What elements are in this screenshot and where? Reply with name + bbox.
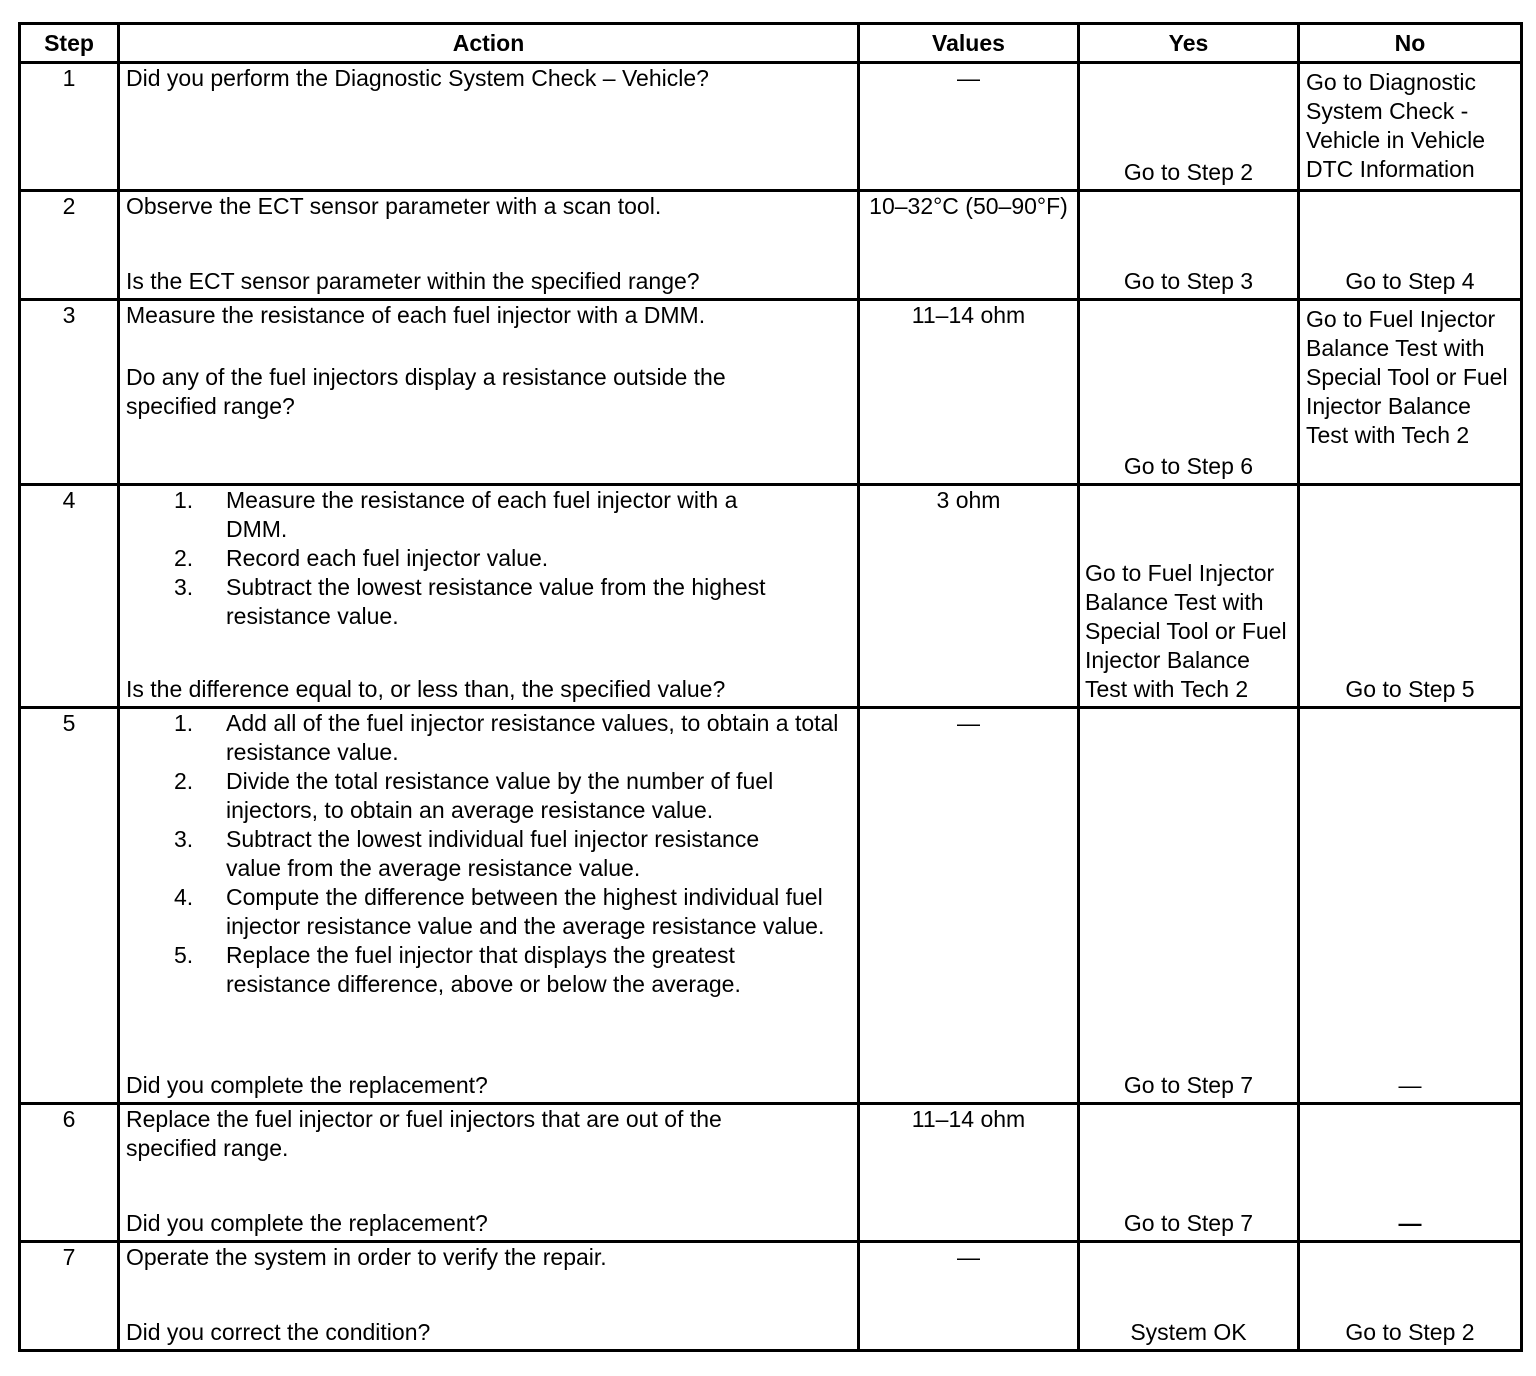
no-text: Go to Step 4 [1345,268,1475,294]
table-row [20,300,1522,485]
action-cell [119,191,859,300]
yes-cell [1079,63,1299,191]
action-steps-list [126,709,851,999]
list-item [126,486,851,544]
action-text: Observe the ECT sensor parameter with a scan tool. [126,193,662,219]
action-question: Did you correct the condition? [126,1319,431,1345]
action-text: Did you perform the Diagnostic System Check – Vehicle? [126,65,709,91]
yes-text: Go to Step 2 [1123,159,1254,185]
action-question: Is the ECT sensor parameter within the specified range? [126,268,700,294]
yes-text: Go to Fuel Injector Balance Test with Special Tool or Fuel Injector Balance Test with Tech 2 [1085,560,1287,702]
values-cell: 10–32°C (50–90°F) [859,191,1079,300]
no-cell [1299,1242,1522,1351]
no-text: Go to Diagnostic System Check - Vehicle in Vehicle DTC Information [1306,69,1486,182]
no-text: Go to Step 5 [1345,676,1475,702]
yes-cell [1079,191,1299,300]
list-item-text: Replace the fuel injector that displays the greatest resistance difference, above or below the average. [226,942,741,997]
list-item-text: Subtract the lowest individual fuel injector resistance value from the average resistance value. [226,826,760,881]
list-item-number: 5. [174,942,194,968]
no-cell [1299,708,1522,1104]
list-item-number: 3. [174,574,194,600]
no-text: — [1398,1210,1422,1236]
table-header-row [20,24,1522,63]
header-step: Step [20,24,119,63]
action-cell [119,1104,859,1242]
action-cell [119,300,859,485]
yes-cell [1079,300,1299,485]
no-text: — [1398,1072,1422,1098]
list-item-number: 2. [174,545,194,571]
step-number: 2 [20,191,119,300]
no-cell [1299,63,1522,191]
list-item-number: 2. [174,768,194,794]
action-question: Did you complete the replacement? [126,1210,488,1236]
table-row [20,191,1522,300]
list-item-number: 3. [174,826,194,852]
action-text: Replace the fuel injector or fuel injectors that are out of the specified range. [126,1106,722,1161]
yes-text: System OK [1130,1319,1247,1345]
action-question: Is the difference equal to, or less than, the specified value? [126,676,726,702]
step-number: 6 [20,1104,119,1242]
yes-text: Go to Step 3 [1123,268,1254,294]
values-cell: 3 ohm [859,485,1079,708]
values-cell: — [859,63,1079,191]
values-cell: 11–14 ohm [859,300,1079,485]
step-number: 5 [20,708,119,1104]
header-action: Action [119,24,859,63]
action-question: Do any of the fuel injectors display a resistance outside the specified range? [126,364,726,419]
step-number: 7 [20,1242,119,1351]
list-item [126,709,851,767]
values-cell: — [859,708,1079,1104]
list-item [126,573,851,631]
diagnostic-table-container [18,22,1523,1352]
no-cell [1299,300,1522,485]
no-cell [1299,1104,1522,1242]
values-cell: — [859,1242,1079,1351]
no-cell [1299,485,1522,708]
header-values: Values [859,24,1079,63]
list-item [126,883,851,941]
yes-cell [1079,1242,1299,1351]
yes-cell [1079,708,1299,1104]
list-item [126,825,851,883]
list-item [126,544,851,573]
list-item [126,767,851,825]
step-number: 4 [20,485,119,708]
no-text: Go to Step 2 [1345,1319,1475,1345]
action-question: Did you complete the replacement? [126,1072,488,1098]
action-cell [119,485,859,708]
list-item-number: 4. [174,884,194,910]
table-row [20,63,1522,191]
table-row [20,708,1522,1104]
yes-text: Go to Step 7 [1123,1072,1254,1098]
list-item-text: Add all of the fuel injector resistance values, to obtain a total resistance value. [226,710,839,765]
yes-text: Go to Step 6 [1123,453,1254,479]
table-row [20,1242,1522,1351]
no-text: Go to Fuel Injector Balance Test with Special Tool or Fuel Injector Balance Test with Tech 2 [1306,306,1508,448]
list-item [126,941,851,999]
table-row [20,1104,1522,1242]
diagnostic-table [18,22,1523,1352]
yes-cell [1079,485,1299,708]
yes-cell [1079,1104,1299,1242]
action-steps-list [126,486,851,631]
step-number: 1 [20,63,119,191]
values-cell: 11–14 ohm [859,1104,1079,1242]
action-cell [119,708,859,1104]
list-item-text: Compute the difference between the highest individual fuel injector resistance value and the average resistance value. [226,884,825,939]
yes-text: Go to Step 7 [1123,1210,1254,1236]
list-item-text: Record each fuel injector value. [226,545,549,571]
step-number: 3 [20,300,119,485]
action-text: Measure the resistance of each fuel injector with a DMM. [126,302,706,328]
action-cell [119,63,859,191]
list-item-text: Subtract the lowest resistance value from the highest resistance value. [226,574,766,629]
header-yes: Yes [1079,24,1299,63]
table-row [20,485,1522,708]
list-item-text: Measure the resistance of each fuel injector with a DMM. [226,487,738,542]
action-cell [119,1242,859,1351]
header-no: No [1299,24,1522,63]
list-item-number: 1. [174,710,194,736]
list-item-number: 1. [174,487,194,513]
no-cell [1299,191,1522,300]
list-item-text: Divide the total resistance value by the number of fuel injectors, to obtain an average resistance value. [226,768,774,823]
action-text: Operate the system in order to verify the repair. [126,1244,607,1270]
